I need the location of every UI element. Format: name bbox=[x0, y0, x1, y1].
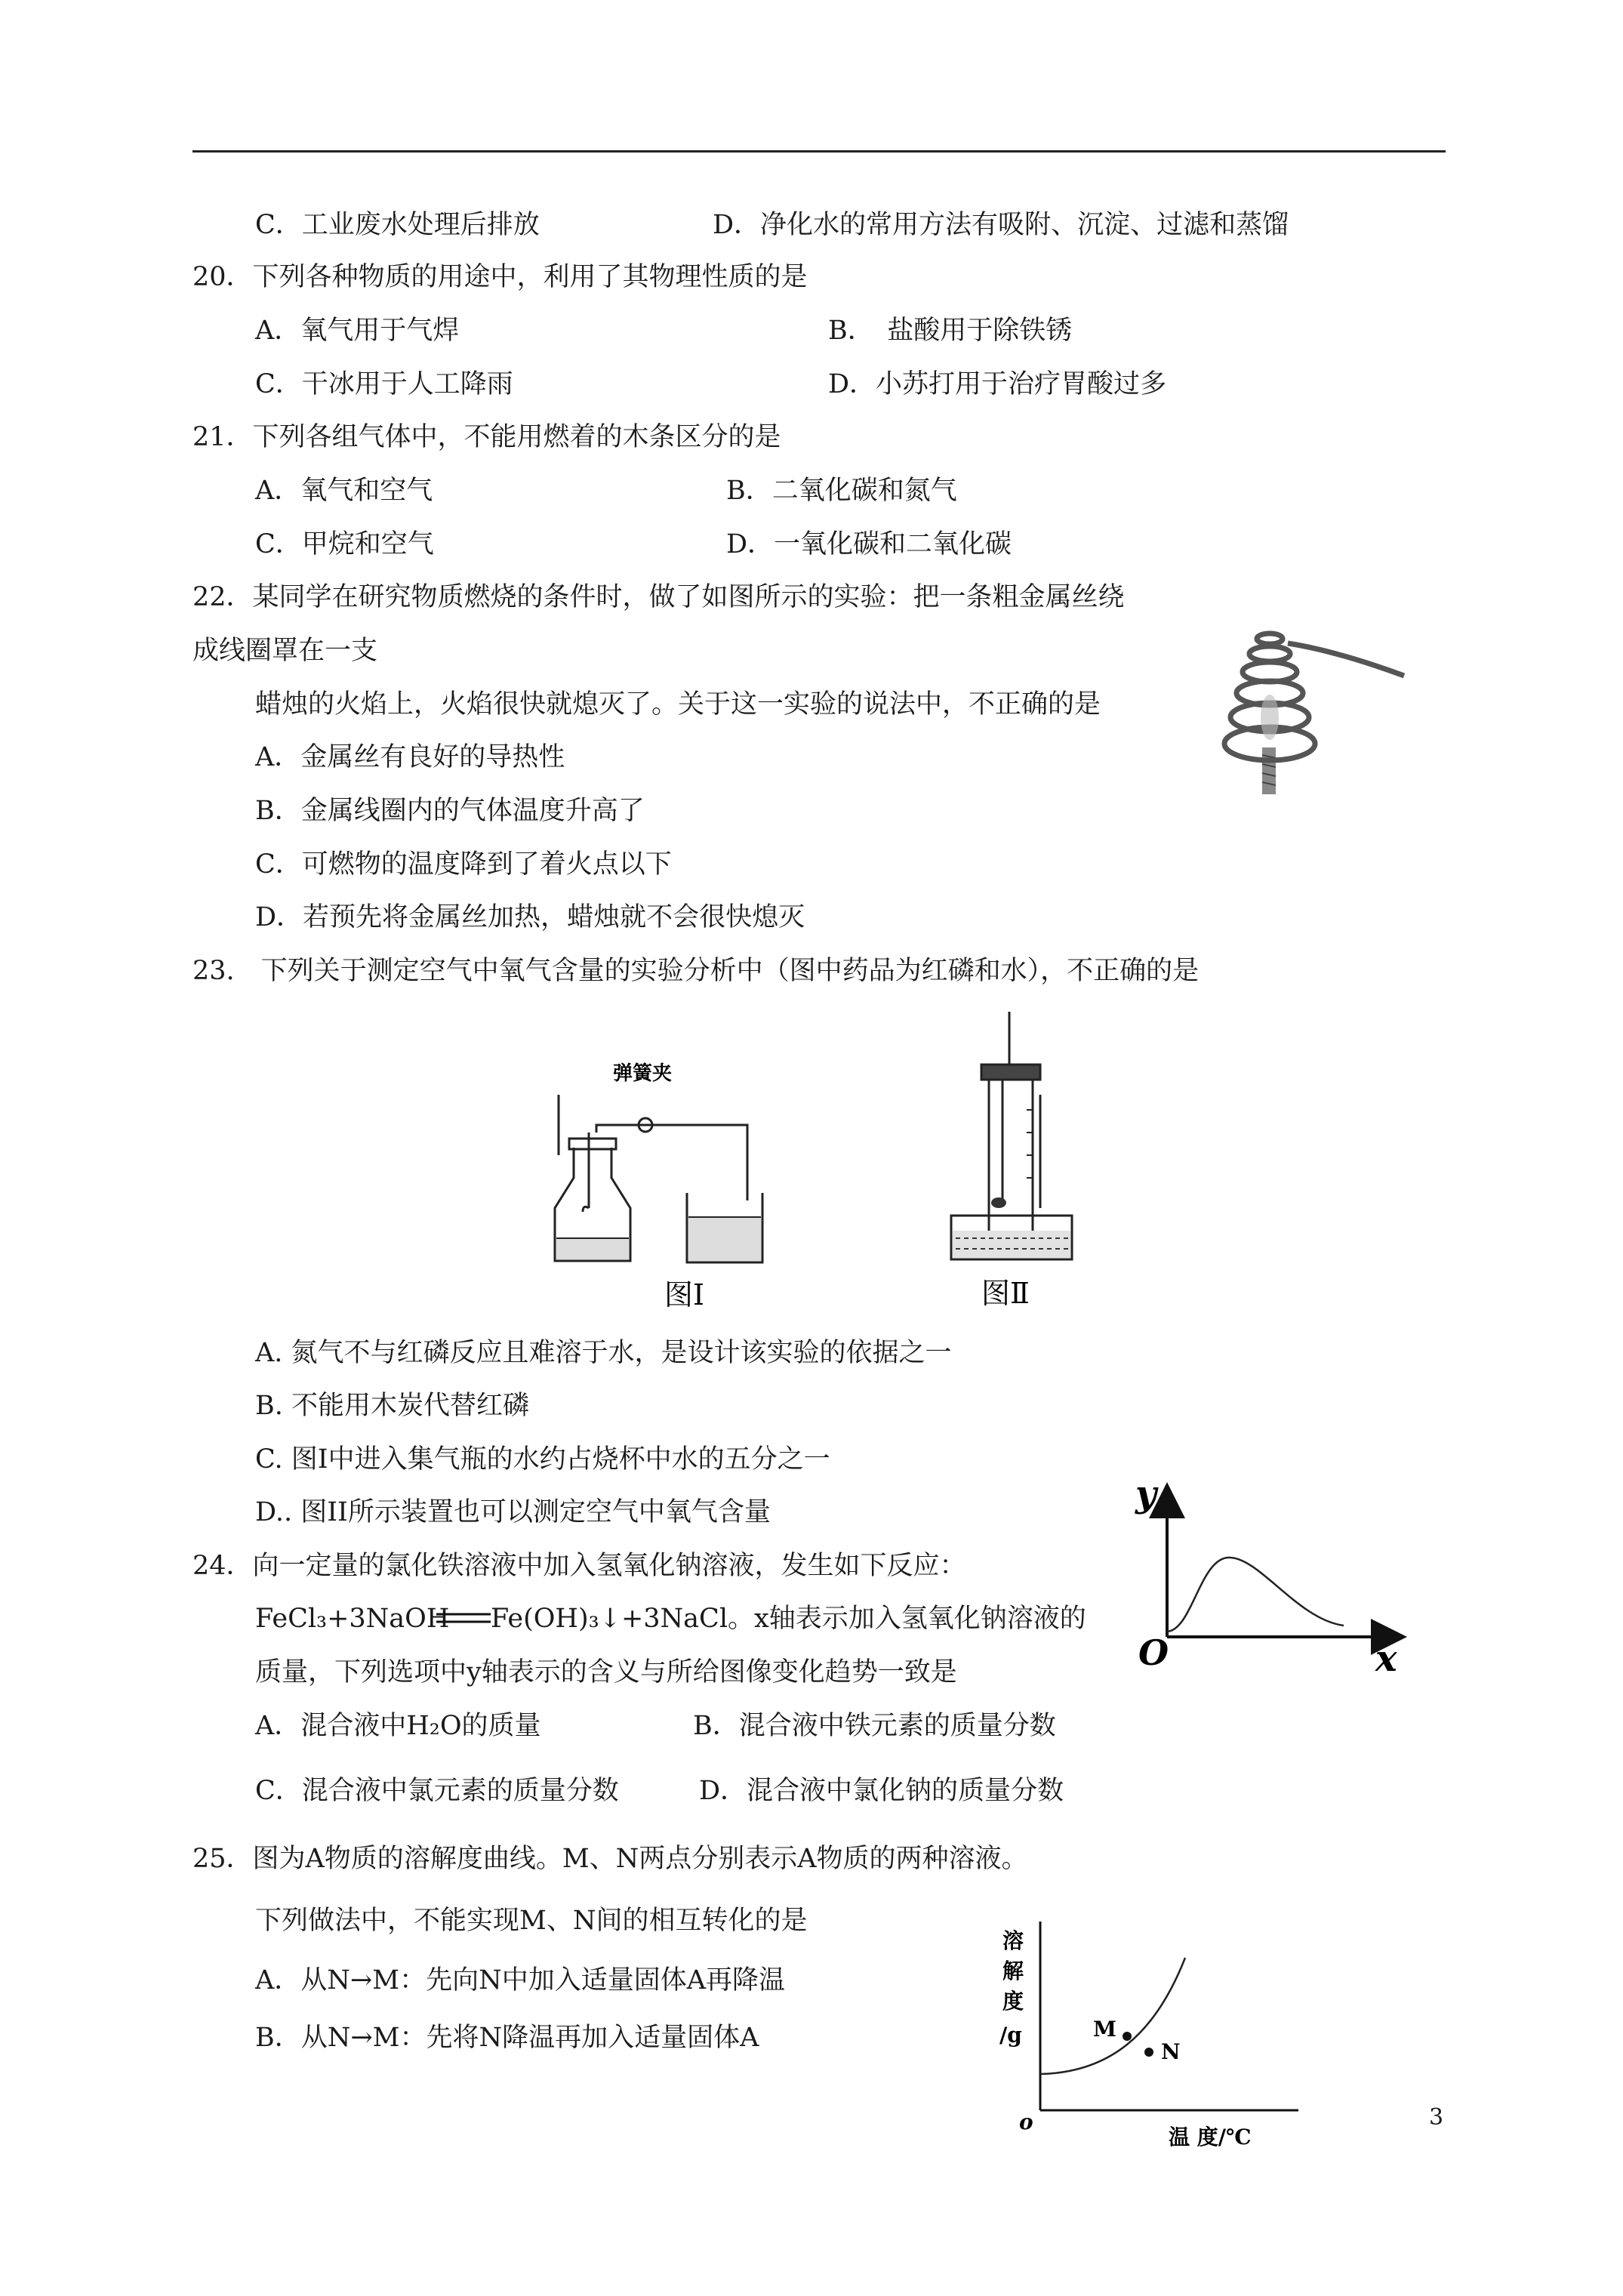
q24-option-d: D．混合液中氯化钠的质量分数 bbox=[699, 1776, 1064, 1806]
q23-stem: 23. 下列关于测定空气中氧气含量的实验分析中（图中药品为红磷和水），不正确的是 bbox=[192, 956, 1200, 986]
q25-option-a: A．从N→M：先向N中加入适量固体A再降温 bbox=[255, 1965, 785, 1996]
fig1-label: 图Ⅰ bbox=[664, 1278, 705, 1311]
q21-stem: 21．下列各组气体中，不能用燃着的木条区分的是 bbox=[192, 422, 781, 452]
q22-stem-line2: 成线圈罩在一支 bbox=[192, 636, 378, 666]
graph25-x-label: 温 度/℃ bbox=[1169, 2125, 1252, 2150]
q20-option-d: D．小苏打用于治疗胃酸过多 bbox=[828, 369, 1167, 399]
graph25-y-label-3: 度 bbox=[1002, 1989, 1024, 2014]
q21-option-c: C．甲烷和空气 bbox=[255, 529, 434, 559]
graph25-y-label-1: 溶 bbox=[1002, 1928, 1024, 1953]
q24-graph bbox=[1132, 1473, 1419, 1680]
q23-option-d: D.. 图II所示装置也可以测定空气中氧气含量 bbox=[255, 1497, 771, 1527]
graph24-x-label: x bbox=[1375, 1638, 1397, 1680]
page-number: 3 bbox=[1429, 2104, 1444, 2131]
q24-stem-line1: 24．向一定量的氯化铁溶液中加入氢氧化钠溶液，发生如下反应： bbox=[192, 1551, 966, 1581]
graph25-m-label: M bbox=[1093, 2017, 1116, 2042]
q21-option-d: D．一氧化碳和二氧化碳 bbox=[726, 529, 1012, 559]
q23-option-c: C. 图Ⅰ中进入集气瓶的水约占烧杯中水的五分之一 bbox=[255, 1444, 830, 1475]
graph25-y-label-4: /g bbox=[999, 2023, 1022, 2048]
q23-option-a: A. 氮气不与红磷反应且难溶于水，是设计该实验的依据之一 bbox=[255, 1338, 952, 1368]
q19-option-c: C．工业废水处理后排放 bbox=[255, 210, 540, 240]
q25-stem-line1: 25．图为A物质的溶解度曲线。M、N两点分别表示A物质的两种溶液。 bbox=[192, 1844, 1028, 1874]
q25-option-b: B．从N→M：先将N降温再加入适量固体A bbox=[255, 2023, 759, 2053]
q22-option-b: B．金属线圈内的气体温度升高了 bbox=[255, 796, 645, 826]
q24-equation-left: FeCl₃+3NaOH bbox=[255, 1604, 450, 1634]
q23-option-b: B. 不能用木炭代替红磷 bbox=[255, 1391, 529, 1421]
apparatus-figure-1 bbox=[544, 1057, 830, 1314]
graph25-origin-label: o bbox=[1019, 2110, 1033, 2134]
q24-equation-right: Fe(OH)₃↓+3NaCl。x轴表示加入氢氧化钠溶液的 bbox=[491, 1604, 1086, 1634]
q20-stem: 20．下列各种物质的用途中，利用了其物理性质的是 bbox=[192, 262, 808, 292]
q19-option-d: D．净化水的常用方法有吸附、沉淀、过滤和蒸馏 bbox=[713, 210, 1289, 240]
graph24-y-label: y bbox=[1135, 1473, 1156, 1515]
q21-option-a: A．氧气和空气 bbox=[255, 476, 433, 506]
solubility-curve-graph bbox=[996, 1922, 1313, 2163]
q20-option-a: A．氧气用于气焊 bbox=[255, 316, 460, 346]
metal-coil-candle-figure bbox=[1215, 604, 1412, 800]
fig2-label: 图Ⅱ bbox=[981, 1277, 1030, 1310]
graph24-origin-label: O bbox=[1138, 1632, 1169, 1673]
equation-equals-sign bbox=[436, 1611, 491, 1626]
graph25-n-label: N bbox=[1161, 2039, 1181, 2064]
graph25-y-label-2: 解 bbox=[1002, 1959, 1024, 1983]
q22-option-c: C．可燃物的温度降到了着火点以下 bbox=[255, 849, 672, 880]
q22-option-a: A．金属丝有良好的导热性 bbox=[255, 742, 565, 772]
q24-stem-line3: 质量，下列选项中y轴表示的含义与所给图像变化趋势一致是 bbox=[255, 1657, 957, 1687]
q21-option-b: B．二氧化碳和氮气 bbox=[726, 476, 957, 506]
q22-option-d: D．若预先将金属丝加热，蜡烛就不会很快熄灭 bbox=[255, 902, 805, 932]
q22-stem-line1: 22．某同学在研究物质燃烧的条件时，做了如图所示的实验：把一条粗金属丝绕 bbox=[192, 582, 1125, 612]
q20-option-b: B． 盐酸用于除铁锈 bbox=[828, 316, 1073, 346]
q24-option-c: C．混合液中氯元素的质量分数 bbox=[255, 1776, 619, 1806]
q22-stem-line3: 蜡烛的火焰上，火焰很快就熄灭了。关于这一实验的说法中，不正确的是 bbox=[255, 689, 1101, 720]
q24-option-b: B．混合液中铁元素的质量分数 bbox=[693, 1711, 1056, 1741]
q25-stem-line2: 下列做法中，不能实现M、N间的相互转化的是 bbox=[255, 1906, 808, 1936]
q24-option-a: A．混合液中H₂O的质量 bbox=[255, 1711, 541, 1741]
apparatus-figure-2 bbox=[921, 1012, 1110, 1314]
clamp-label: 弹簧夹 bbox=[613, 1062, 673, 1085]
q20-option-c: C．干冰用于人工降雨 bbox=[255, 369, 513, 399]
header-rule bbox=[192, 150, 1446, 153]
